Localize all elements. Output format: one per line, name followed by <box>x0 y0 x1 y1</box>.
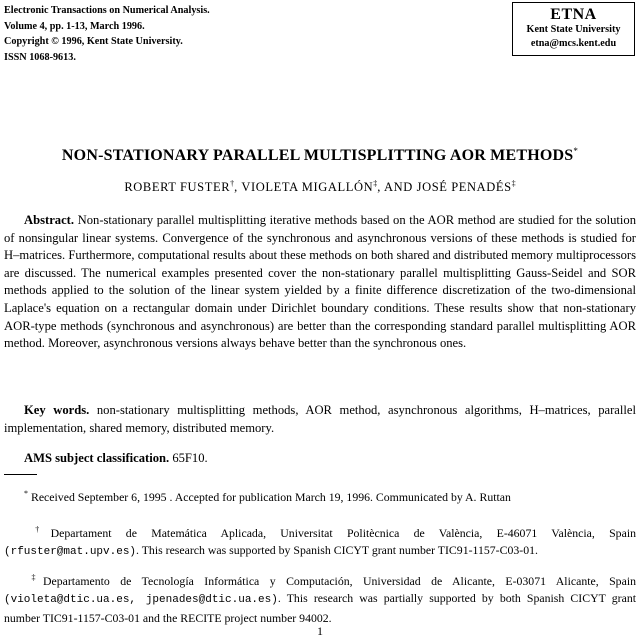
footnote-received <box>4 485 636 506</box>
journal-name: Electronic Transactions on Numerical Analysis. <box>4 5 210 16</box>
and-word: AND <box>383 180 413 194</box>
abstract-text: Non-stationary parallel multisplitting iterative methods based on the AOR method are studied for the solution of nonsingular linear systems. Convergence of the synchronous and asynchronous versions of these methods is studied for H–matrices. Furthermore, computational results about these methods on both shared and distributed memory multiprocessors are discussed. The numerical examples presented cover the non-stationary parallel multisplitting Gauss-Seidel and SOR methods applied to the solution of the linear system yielded by a finite difference discretization of the two-dimensional Laplace's equation on a rectangular domain under Dirichlet boundary conditions. These results show that non-stationary AOR-type methods (synchronous and asynchronous) are better than the corresponding standard parallel multisplitting AOR method. Moreover, asynchronous versions always behave better than the synchronous ones. <box>4 213 636 351</box>
author-migallon: VIOLETA MIGALLÓN <box>241 180 374 194</box>
footnote-mark: † <box>24 525 51 534</box>
ams-text: 65F10. <box>172 451 208 465</box>
etna-email[interactable]: etna@mcs.kent.edu <box>530 38 617 49</box>
keywords-text: non-stationary multisplitting methods, AOR method, asynchronous algorithms, H–matrices, parallel implementation, shared memory, distributed memory. <box>4 403 636 435</box>
footnote-text: Departamento de Tecnología Informática y Computación, Universidad de Alicante, E-03071 Alicante, Spain <box>42 574 636 588</box>
etna-badge <box>512 2 635 56</box>
footnote-email[interactable]: (violeta@dtic.ua.es, jpenades@dtic.ua.es) <box>4 594 278 607</box>
title-footnote-mark[interactable]: * <box>573 146 579 156</box>
journal-volume: Volume 4, pp. 1-13, March 1996. <box>4 20 145 32</box>
author-mark[interactable]: † <box>230 179 235 188</box>
author-penades: JOSÉ PENADÉS <box>416 180 512 194</box>
author-fuster: ROBERT FUSTER <box>124 180 231 194</box>
footnote-mark: * <box>24 489 28 498</box>
footnote-fuster <box>4 521 636 562</box>
journal-header <box>4 3 210 65</box>
paper-title: NON-STATIONARY PARALLEL MULTISPLITTING AOR METHODS* <box>61 146 579 164</box>
footnote-text: Received September 6, 1995 . Accepted for publication March 19, 1996. Communicated by A. Ruttan <box>30 490 511 504</box>
journal-issn: ISSN 1068-9613. <box>4 51 76 63</box>
footnote-divider <box>4 474 37 475</box>
ams-label: AMS subject classification. <box>24 451 170 465</box>
abstract <box>4 212 636 353</box>
etna-name: ETNA <box>550 6 597 23</box>
footnote-mark: ‡ <box>24 573 43 582</box>
keywords-label: Key words. <box>24 403 90 417</box>
keywords <box>4 402 636 437</box>
footnote-text: Departament de Matemática Aplicada, Universitat Politècnica de València, E-46071 València, Spain <box>50 526 636 540</box>
author-list: ROBERT FUSTER†, VIOLETA MIGALLÓN‡, AND JOSÉ PENADÉS‡ <box>124 179 516 194</box>
journal-copyright: Copyright © 1996, Kent State University. <box>4 36 183 47</box>
etna-university: Kent State University <box>526 24 621 35</box>
abstract-label: Abstract. <box>24 213 75 227</box>
author-mark[interactable]: ‡ <box>373 179 378 188</box>
footnote-text: . This research was partially supported by both Spanish CICYT grant number TIC91-1157-C03-01 and the RECITE project number 94002. <box>4 591 636 625</box>
footnote-migallon-penades <box>4 569 636 627</box>
footnote-email[interactable]: (rfuster@mat.upv.es) <box>4 546 137 559</box>
page-number: 1 <box>317 624 323 638</box>
footnote-text: . This research was supported by Spanish CICYT grant number TIC91-1157-C03-01. <box>136 543 538 558</box>
ams-classification <box>4 450 636 468</box>
author-mark[interactable]: ‡ <box>511 179 516 188</box>
